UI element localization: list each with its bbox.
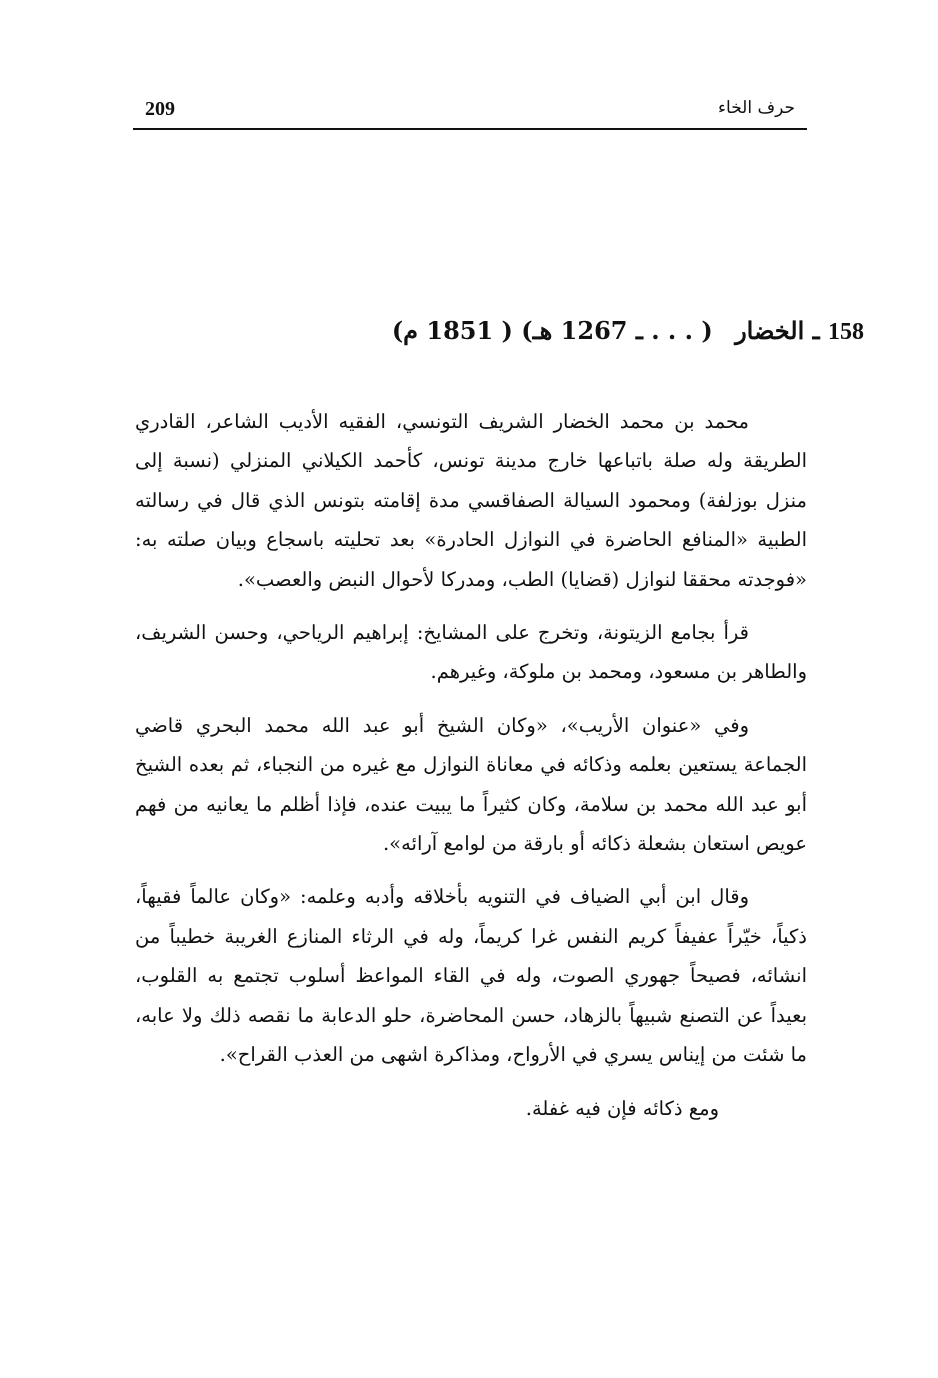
entry-number: 158: [828, 319, 864, 345]
section-title: حرف الخاء: [718, 98, 795, 118]
running-head: [133, 92, 807, 130]
paragraph-closing: ومع ذكائه فإن فيه غفلة.: [525, 1096, 719, 1120]
paragraph-unwan-al-arib: وفي «عنوان الأريب»، «وكان الشيخ أبو عبد الله محمد البحري قاضي الجماعة يستعين بعلمه وذكائه في معاناة النوازل مع غيره من النجباء، ثم بعده الشيخ أبو عبد الله محمد بن سلامة، وكان كثيراً ما يبيت عنده، فإذا أظلم ما يعانيه من فهم عويص استعان بشعلة ذكائه أو بارقة من لوامع آرائه».: [135, 713, 807, 856]
entry-dates: ( . . . ـ 1267 هـ) ( 1851 م): [391, 316, 713, 345]
entry-body: [135, 402, 807, 1142]
page-number: 209: [145, 98, 175, 120]
paragraph-teachers: قرأ بجامع الزيتونة، وتخرج على المشايخ: إبراهيم الرياحي، وحسن الشريف، والطاهر بن مسعود، ومحمد بن ملوكة، وغيرهم.: [135, 621, 807, 684]
entry-heading: [360, 316, 864, 346]
entry-title: ـ الخضار: [735, 316, 820, 345]
paragraph-biography: محمد بن محمد الخضار الشريف التونسي، الفقيه الأديب الشاعر، القادري الطريقة وله صلة باتباعها خارج مدينة تونس، كأحمد الكيلاني المنزلي (نسبة إلى منزل بوزلفة) ومحمود السيالة الصفاقسي مدة إقامته بتونس الذي قال في رسالته الطبية «المنافع الحاضرة في النوازل الحادرة» بعد تحليته باسجاع وبيان صلته به: «فوجدته محققا لنوازل (قضايا) الطب، ومدركا لأحوال النبض والعصب».: [135, 410, 807, 591]
paragraph-ibn-abi-al-diyaf: وقال ابن أبي الضياف في التنويه بأخلاقه وأدبه وعلمه: «وكان عالماً فقيهاً، ذكياً، خيّراً عفيفاً كريم النفس غرا كريماً، وله في الرثاء المنازع الغريبة خطيباً من انشائه، فصيحاً جهوري الصوت، وله في القاء المواعظ أسلوب تجتمع به القلوب، بعيداً عن التصنع شبيهاً بالزهاد، حسن المحاضرة، حلو الدعابة ما نقصه ذلك ولا عابه، ما شئت من إيناس يسري في الأرواح، ومذاكرة اشهى من العذب القراح».: [135, 885, 807, 1067]
